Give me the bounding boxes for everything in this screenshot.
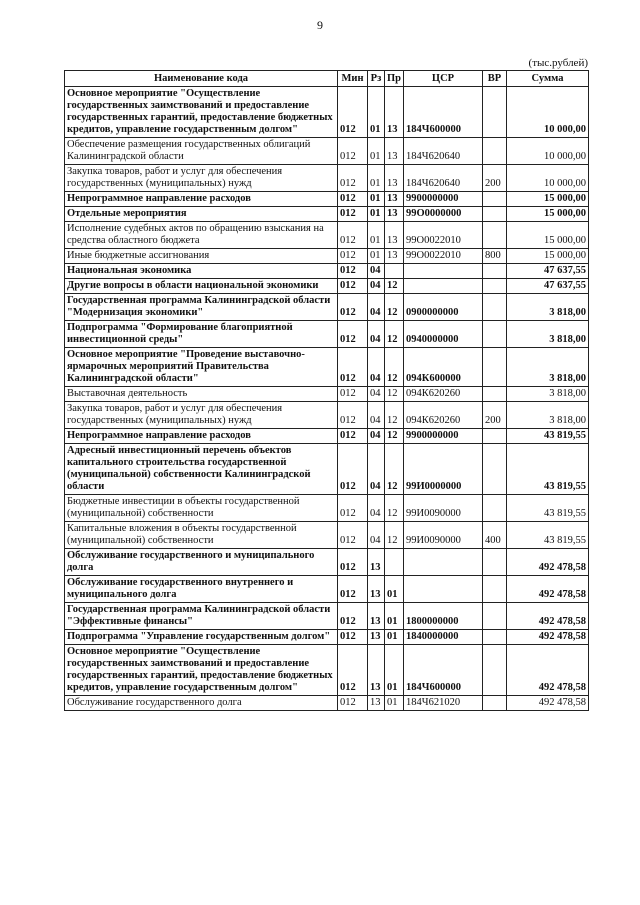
cell-min: 012	[338, 402, 368, 429]
budget-table	[64, 70, 589, 711]
cell-min: 012	[338, 207, 368, 222]
cell-rz: 04	[368, 444, 385, 495]
cell-rz: 13	[368, 549, 385, 576]
cell-csr: 1840000000	[404, 630, 483, 645]
cell-name: Обслуживание государственного долга	[65, 696, 338, 711]
cell-sum: 492 478,58	[507, 549, 589, 576]
cell-rz: 04	[368, 279, 385, 294]
cell-rz: 04	[368, 321, 385, 348]
cell-rz: 13	[368, 576, 385, 603]
cell-name: Основное мероприятие "Осуществление государственных заимствований и предоставление государственных гарантий, предоставление бюджетных кредитов, управление государственным долгом"	[65, 645, 338, 696]
cell-pr: 13	[385, 207, 404, 222]
cell-name: Закупка товаров, работ и услуг для обеспечения государственных (муниципальных) нужд	[65, 165, 338, 192]
cell-sum: 43 819,55	[507, 522, 589, 549]
cell-pr	[385, 549, 404, 576]
table-row	[65, 87, 589, 138]
cell-name: Капитальные вложения в объекты государственной (муниципальной) собственности	[65, 522, 338, 549]
cell-pr	[385, 264, 404, 279]
header-min: Мин	[338, 71, 368, 87]
cell-name: Непрограммное направление расходов	[65, 192, 338, 207]
table-row	[65, 630, 589, 645]
cell-sum: 3 818,00	[507, 321, 589, 348]
cell-name: Обеспечение размещения государственных облигаций Калининградской области	[65, 138, 338, 165]
cell-rz: 04	[368, 264, 385, 279]
cell-csr: 094К620260	[404, 402, 483, 429]
cell-csr: 094К620260	[404, 387, 483, 402]
cell-vr	[483, 222, 507, 249]
cell-vr	[483, 192, 507, 207]
table-row	[65, 549, 589, 576]
cell-pr: 13	[385, 165, 404, 192]
cell-name: Основное мероприятие "Проведение выставочно-ярмарочных мероприятий Правительства Калининградской области"	[65, 348, 338, 387]
cell-name: Государственная программа Калининградской области "Модернизация экономики"	[65, 294, 338, 321]
cell-vr	[483, 645, 507, 696]
cell-rz: 01	[368, 165, 385, 192]
table-row	[65, 138, 589, 165]
cell-rz: 13	[368, 696, 385, 711]
cell-vr: 200	[483, 402, 507, 429]
cell-name: Обслуживание государственного внутреннего и муниципального долга	[65, 576, 338, 603]
cell-rz: 04	[368, 387, 385, 402]
cell-sum: 47 637,55	[507, 264, 589, 279]
cell-pr: 12	[385, 495, 404, 522]
cell-csr: 99О0022010	[404, 249, 483, 264]
cell-csr: 99И0090000	[404, 495, 483, 522]
cell-pr: 12	[385, 387, 404, 402]
cell-pr: 12	[385, 522, 404, 549]
cell-csr: 9900000000	[404, 192, 483, 207]
cell-rz: 01	[368, 222, 385, 249]
cell-name: Непрограммное направление расходов	[65, 429, 338, 444]
cell-csr: 99И0090000	[404, 522, 483, 549]
cell-name: Государственная программа Калининградской области "Эффективные финансы"	[65, 603, 338, 630]
cell-sum: 10 000,00	[507, 87, 589, 138]
cell-sum: 10 000,00	[507, 138, 589, 165]
cell-vr: 400	[483, 522, 507, 549]
cell-vr	[483, 321, 507, 348]
cell-rz: 01	[368, 138, 385, 165]
cell-name: Подпрограмма "Управление государственным долгом"	[65, 630, 338, 645]
cell-pr: 12	[385, 402, 404, 429]
cell-pr: 12	[385, 444, 404, 495]
cell-rz: 04	[368, 294, 385, 321]
cell-name: Иные бюджетные ассигнования	[65, 249, 338, 264]
table-row	[65, 429, 589, 444]
header-csr: ЦСР	[404, 71, 483, 87]
cell-min: 012	[338, 696, 368, 711]
cell-sum: 3 818,00	[507, 387, 589, 402]
cell-min: 012	[338, 645, 368, 696]
cell-name: Подпрограмма "Формирование благоприятной инвестиционной среды"	[65, 321, 338, 348]
cell-pr: 12	[385, 279, 404, 294]
cell-min: 012	[338, 495, 368, 522]
cell-vr	[483, 348, 507, 387]
cell-name: Адресный инвестиционный перечень объектов капитального строительства государственной (муниципальной) собственности Калининградской области	[65, 444, 338, 495]
cell-min: 012	[338, 264, 368, 279]
cell-csr: 184Ч620640	[404, 165, 483, 192]
cell-sum: 43 819,55	[507, 495, 589, 522]
cell-rz: 04	[368, 495, 385, 522]
cell-sum: 15 000,00	[507, 222, 589, 249]
table-row	[65, 321, 589, 348]
cell-min: 012	[338, 192, 368, 207]
header-sum: Сумма	[507, 71, 589, 87]
header-pr: Пр	[385, 71, 404, 87]
cell-vr	[483, 87, 507, 138]
cell-name: Национальная экономика	[65, 264, 338, 279]
table-row	[65, 444, 589, 495]
cell-min: 012	[338, 630, 368, 645]
cell-min: 012	[338, 387, 368, 402]
cell-sum: 15 000,00	[507, 207, 589, 222]
cell-vr	[483, 294, 507, 321]
header-rz: Рз	[368, 71, 385, 87]
units-label: (тыс.рублей)	[528, 57, 588, 69]
cell-min: 012	[338, 321, 368, 348]
cell-min: 012	[338, 348, 368, 387]
cell-vr	[483, 207, 507, 222]
cell-sum: 43 819,55	[507, 429, 589, 444]
table-row	[65, 192, 589, 207]
table-row	[65, 402, 589, 429]
table-row	[65, 696, 589, 711]
cell-csr	[404, 264, 483, 279]
cell-sum: 3 818,00	[507, 294, 589, 321]
cell-min: 012	[338, 444, 368, 495]
cell-sum: 3 818,00	[507, 402, 589, 429]
cell-sum: 43 819,55	[507, 444, 589, 495]
cell-csr	[404, 549, 483, 576]
cell-pr: 01	[385, 696, 404, 711]
cell-rz: 04	[368, 348, 385, 387]
cell-rz: 01	[368, 87, 385, 138]
cell-name: Бюджетные инвестиции в объекты государственной (муниципальной) собственности	[65, 495, 338, 522]
cell-pr: 12	[385, 294, 404, 321]
cell-name: Обслуживание государственного и муниципального долга	[65, 549, 338, 576]
cell-csr: 1800000000	[404, 603, 483, 630]
cell-vr	[483, 444, 507, 495]
cell-sum: 10 000,00	[507, 165, 589, 192]
cell-pr: 12	[385, 321, 404, 348]
cell-pr: 12	[385, 348, 404, 387]
cell-vr	[483, 279, 507, 294]
table-row	[65, 222, 589, 249]
table-row	[65, 495, 589, 522]
cell-name: Отдельные мероприятия	[65, 207, 338, 222]
cell-pr: 01	[385, 645, 404, 696]
cell-pr: 13	[385, 87, 404, 138]
cell-sum: 47 637,55	[507, 279, 589, 294]
cell-min: 012	[338, 87, 368, 138]
cell-name: Основное мероприятие "Осуществление государственных заимствований и предоставление государственных гарантий, предоставление бюджетных кредитов, управление государственным долгом"	[65, 87, 338, 138]
table-body	[65, 87, 589, 711]
cell-min: 012	[338, 222, 368, 249]
cell-pr: 01	[385, 603, 404, 630]
cell-csr: 184Ч620640	[404, 138, 483, 165]
table-row	[65, 207, 589, 222]
table-row	[65, 249, 589, 264]
cell-min: 012	[338, 294, 368, 321]
table-row	[65, 279, 589, 294]
cell-rz: 01	[368, 192, 385, 207]
cell-min: 012	[338, 279, 368, 294]
cell-csr: 094К600000	[404, 348, 483, 387]
cell-sum: 492 478,58	[507, 630, 589, 645]
cell-csr	[404, 279, 483, 294]
cell-pr: 13	[385, 222, 404, 249]
cell-csr: 99И0000000	[404, 444, 483, 495]
cell-name: Закупка товаров, работ и услуг для обеспечения государственных (муниципальных) нужд	[65, 402, 338, 429]
cell-rz: 01	[368, 249, 385, 264]
cell-pr: 13	[385, 192, 404, 207]
cell-vr	[483, 264, 507, 279]
table-row	[65, 522, 589, 549]
cell-name: Выставочная деятельность	[65, 387, 338, 402]
table-row	[65, 294, 589, 321]
cell-rz: 13	[368, 645, 385, 696]
page-number: 9	[317, 18, 323, 32]
cell-rz: 04	[368, 522, 385, 549]
cell-min: 012	[338, 603, 368, 630]
table-row	[65, 348, 589, 387]
cell-pr: 13	[385, 249, 404, 264]
table-row	[65, 165, 589, 192]
cell-pr: 01	[385, 630, 404, 645]
cell-csr: 184Ч600000	[404, 645, 483, 696]
cell-min: 012	[338, 576, 368, 603]
cell-sum: 492 478,58	[507, 645, 589, 696]
cell-vr: 800	[483, 249, 507, 264]
header-name: Наименование кода	[65, 71, 338, 87]
cell-pr: 01	[385, 576, 404, 603]
cell-csr: 184Ч600000	[404, 87, 483, 138]
cell-vr	[483, 387, 507, 402]
table-row	[65, 645, 589, 696]
cell-name: Другие вопросы в области национальной экономики	[65, 279, 338, 294]
cell-vr	[483, 630, 507, 645]
cell-min: 012	[338, 522, 368, 549]
cell-pr: 12	[385, 429, 404, 444]
cell-rz: 04	[368, 429, 385, 444]
cell-csr: 0900000000	[404, 294, 483, 321]
cell-min: 012	[338, 429, 368, 444]
cell-rz: 13	[368, 603, 385, 630]
table-row	[65, 387, 589, 402]
cell-vr	[483, 549, 507, 576]
cell-sum: 492 478,58	[507, 696, 589, 711]
cell-csr: 9900000000	[404, 429, 483, 444]
cell-min: 012	[338, 138, 368, 165]
cell-vr	[483, 495, 507, 522]
cell-vr	[483, 138, 507, 165]
cell-min: 012	[338, 549, 368, 576]
cell-csr: 99О0000000	[404, 207, 483, 222]
cell-csr: 99О0022010	[404, 222, 483, 249]
cell-name: Исполнение судебных актов по обращению взыскания на средства областного бюджета	[65, 222, 338, 249]
cell-csr: 184Ч621020	[404, 696, 483, 711]
header-vr: ВР	[483, 71, 507, 87]
cell-pr: 13	[385, 138, 404, 165]
table-header-row	[65, 71, 589, 87]
cell-sum: 15 000,00	[507, 192, 589, 207]
cell-min: 012	[338, 249, 368, 264]
cell-vr	[483, 696, 507, 711]
cell-rz: 13	[368, 630, 385, 645]
cell-sum: 15 000,00	[507, 249, 589, 264]
cell-csr	[404, 576, 483, 603]
cell-vr: 200	[483, 165, 507, 192]
table-row	[65, 576, 589, 603]
cell-sum: 492 478,58	[507, 603, 589, 630]
cell-sum: 3 818,00	[507, 348, 589, 387]
cell-vr	[483, 576, 507, 603]
cell-csr: 0940000000	[404, 321, 483, 348]
cell-vr	[483, 603, 507, 630]
cell-vr	[483, 429, 507, 444]
cell-rz: 01	[368, 207, 385, 222]
cell-rz: 04	[368, 402, 385, 429]
table-row	[65, 264, 589, 279]
cell-min: 012	[338, 165, 368, 192]
cell-sum: 492 478,58	[507, 576, 589, 603]
table-row	[65, 603, 589, 630]
